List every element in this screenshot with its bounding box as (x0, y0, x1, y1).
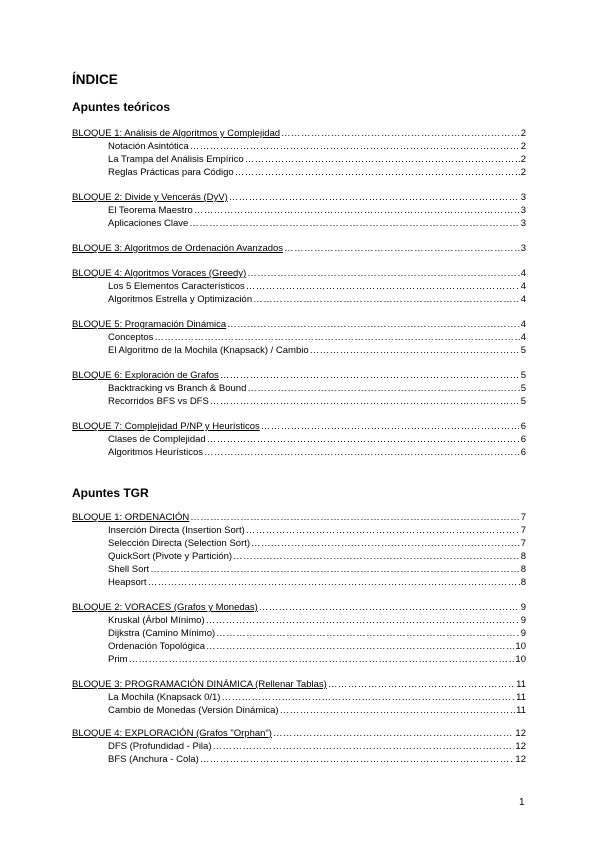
section-heading: Apuntes TGR (72, 486, 149, 500)
toc-block-entry[interactable] (72, 727, 526, 740)
toc-sub-entry-label: DFS (Profundidad - Pila) (108, 741, 212, 752)
toc-sub-entry[interactable] (108, 576, 526, 589)
toc-block-entry-page: 12 (515, 728, 526, 739)
dot-leader (216, 627, 520, 640)
dot-leader (229, 191, 520, 204)
dot-leader (210, 395, 520, 408)
toc-sub-entry-label: Heapsort (108, 577, 147, 588)
toc-block-entry-label: BLOQUE 6: Exploración de Grafos (72, 370, 219, 381)
toc-block-entry[interactable] (72, 242, 526, 255)
dot-leader (233, 550, 520, 563)
toc-block-entry[interactable] (72, 369, 526, 382)
toc-sub-entry-page: 7 (520, 525, 526, 536)
toc-sub-entry[interactable] (108, 293, 526, 306)
toc-sub-entry[interactable] (108, 217, 526, 230)
dot-leader (190, 140, 520, 153)
toc-block-entry[interactable] (72, 678, 526, 691)
dot-leader (204, 446, 520, 459)
toc-block-entry-page: 4 (520, 268, 526, 279)
toc-sub-entry-page: 11 (516, 692, 526, 703)
toc-sub-entry-label: Reglas Prácticas para Código (108, 167, 234, 178)
toc-sub-entry[interactable] (108, 740, 526, 753)
toc-sub-entry[interactable] (108, 627, 526, 640)
toc-sub-entry-page: 12 (515, 754, 526, 765)
toc-sub-entry[interactable] (108, 331, 526, 344)
toc-sub-entry[interactable] (108, 704, 526, 717)
toc-sub-entry[interactable] (108, 550, 526, 563)
dot-leader (154, 331, 519, 344)
toc-sub-entry-page: 8 (520, 577, 526, 588)
toc-sub-entry-page: 12 (515, 741, 526, 752)
toc-block-entry-label: BLOQUE 5: Programación Dinámica (72, 319, 227, 330)
toc-block-entry-label: BLOQUE 1: ORDENACIÓN (72, 512, 190, 523)
toc-block-entry[interactable] (72, 318, 526, 331)
dot-leader (212, 740, 514, 753)
toc-sub-entry-page: 3 (520, 205, 526, 216)
dot-leader (190, 511, 520, 524)
toc-block-entry-label: BLOQUE 1: Análisis de Algoritmos y Complejidad (72, 128, 281, 139)
toc-sub-entry-page: 10 (515, 641, 526, 652)
toc-sub-entry-page: 2 (520, 141, 526, 152)
toc-sub-entry-page: 11 (516, 705, 526, 716)
toc-block-entry-page: 5 (520, 370, 526, 381)
dot-leader (246, 280, 520, 293)
dot-leader (247, 267, 519, 280)
toc-block-entry-page: 9 (520, 602, 526, 613)
toc-block-entry-label: BLOQUE 4: Algoritmos Voraces (Greedy) (72, 268, 247, 279)
dot-leader (194, 204, 520, 217)
dot-leader (148, 576, 520, 589)
toc-sub-entry-label: Prim (108, 654, 128, 665)
toc-sub-entry-label: Shell Sort (108, 564, 150, 575)
toc-block-entry-page: 11 (516, 679, 526, 690)
dot-leader (246, 524, 520, 537)
toc-sub-entry-page: 9 (520, 615, 526, 626)
toc-block-entry-label: BLOQUE 2: Divide y Vencerás (DyV) (72, 192, 228, 203)
toc-block-entry-page: 3 (520, 243, 526, 254)
toc-sub-entry-label: Backtracking vs Branch & Bound (108, 383, 247, 394)
dot-leader (245, 153, 520, 166)
dot-leader (206, 640, 514, 653)
toc-sub-entry-label: Algoritmos Heurísticos (108, 447, 204, 458)
toc-sub-entry-page: 6 (520, 434, 526, 445)
toc-sub-entry-page: 6 (520, 447, 526, 458)
toc-sub-entry[interactable] (108, 653, 526, 666)
toc-block-entry[interactable] (72, 511, 526, 524)
toc-sub-entry[interactable] (108, 280, 526, 293)
dot-leader (247, 382, 519, 395)
toc-sub-entry-page: 2 (520, 154, 526, 165)
index-title: ÍNDICE (72, 72, 118, 87)
toc-sub-entry[interactable] (108, 344, 526, 357)
dot-leader (281, 127, 520, 140)
toc-sub-entry[interactable] (108, 140, 526, 153)
toc-sub-entry[interactable] (108, 563, 526, 576)
toc-sub-entry[interactable] (108, 753, 526, 766)
dot-leader (253, 293, 520, 306)
toc-sub-entry-label: La Mochila (Knapsack 0/1) (108, 692, 221, 703)
dot-leader (310, 344, 520, 357)
section-heading: Apuntes teóricos (72, 100, 171, 114)
dot-leader (227, 318, 520, 331)
dot-leader (328, 678, 515, 691)
toc-sub-entry-page: 10 (515, 654, 526, 665)
toc-sub-entry-label: Algoritmos Estrella y Optimización (108, 294, 253, 305)
toc-sub-entry-label: QuickSort (Pivote y Partición) (108, 551, 233, 562)
toc-sub-entry-label: La Trampa del Análisis Empírico (108, 154, 244, 165)
dot-leader (251, 537, 520, 550)
toc-sub-entry[interactable] (108, 691, 526, 704)
toc-sub-entry-label: Recorridos BFS vs DFS (108, 396, 209, 407)
toc-sub-entry-label: Inserción Directa (Insertion Sort) (108, 525, 245, 536)
toc-sub-entry-label: Cambio de Monedas (Versión Dinámica) (108, 705, 279, 716)
toc-block-entry[interactable] (72, 267, 526, 280)
dot-leader (284, 242, 520, 255)
toc-sub-entry-page: 3 (520, 218, 526, 229)
toc-sub-entry[interactable] (108, 382, 526, 395)
toc-sub-entry-label: El Algoritmo de la Mochila (Knapsack) / Cambio (108, 345, 309, 356)
toc-sub-entry-page: 4 (520, 281, 526, 292)
dot-leader (189, 217, 519, 230)
toc-sub-entry[interactable] (108, 204, 526, 217)
toc-sub-entry-page: 7 (520, 538, 526, 549)
toc-sub-entry-page: 8 (520, 564, 526, 575)
toc-sub-entry-page: 4 (520, 294, 526, 305)
toc-sub-entry-page: 5 (520, 396, 526, 407)
toc-block-entry-label: BLOQUE 3: PROGRAMACIÓN DINÁMICA (Rellenar Tablas) (72, 679, 327, 690)
toc-block-entry-page: 2 (520, 128, 526, 139)
toc-block-entry-label: BLOQUE 7: Complejidad P/NP y Heurísticos (72, 421, 260, 432)
dot-leader (280, 704, 516, 717)
toc-block-entry[interactable] (72, 601, 526, 614)
toc-sub-entry[interactable] (108, 537, 526, 550)
toc-sub-entry-label: Selección Directa (Selection Sort) (108, 538, 251, 549)
toc-sub-entry-label: Notación Asintótica (108, 141, 189, 152)
toc-sub-entry[interactable] (108, 153, 526, 166)
toc-sub-entry-page: 8 (520, 551, 526, 562)
toc-block-entry[interactable] (72, 191, 526, 204)
toc-block-entry-label: BLOQUE 4: EXPLORACIÓN (Grafos "Orphan") (72, 728, 272, 739)
toc-block-entry-label: BLOQUE 2: VORACES (Grafos y Monedas) (72, 602, 258, 613)
dot-leader (261, 420, 520, 433)
dot-leader (207, 433, 520, 446)
dot-leader (235, 166, 520, 179)
dot-leader (220, 369, 520, 382)
toc-sub-entry-label: Aplicaciones Clave (108, 218, 189, 229)
toc-sub-entry-label: Dijkstra (Camino Mínimo) (108, 628, 216, 639)
toc-sub-entry-page: 4 (520, 332, 526, 343)
dot-leader (206, 614, 520, 627)
toc-sub-entry-label: Conceptos (108, 332, 154, 343)
toc-sub-entry[interactable] (108, 524, 526, 537)
toc-block-entry-label: BLOQUE 3: Algoritmos de Ordenación Avanzados (72, 243, 284, 254)
toc-sub-entry-page: 5 (520, 383, 526, 394)
toc-block-entry-page: 7 (520, 512, 526, 523)
toc-sub-entry-label: Ordenación Topológica (108, 641, 206, 652)
toc-sub-entry-label: BFS (Anchura - Cola) (108, 754, 199, 765)
toc-sub-entry-page: 5 (520, 345, 526, 356)
toc-sub-entry-label: Clases de Complejidad (108, 434, 206, 445)
dot-leader (150, 563, 520, 576)
toc-block-entry[interactable] (72, 127, 526, 140)
toc-block-entry-page: 6 (520, 421, 526, 432)
toc-sub-entry[interactable] (108, 433, 526, 446)
toc-block-entry[interactable] (72, 420, 526, 433)
toc-sub-entry[interactable] (108, 640, 526, 653)
toc-sub-entry-label: Los 5 Elementos Característicos (108, 281, 245, 292)
page-number: 1 (519, 797, 525, 808)
toc-sub-entry-label: Kruskal (Árbol Mínimo) (108, 615, 205, 626)
toc-sub-entry[interactable] (108, 614, 526, 627)
dot-leader (221, 691, 515, 704)
toc-sub-entry[interactable] (108, 166, 526, 179)
dot-leader (129, 653, 515, 666)
dot-leader (200, 753, 515, 766)
toc-sub-entry-label: El Teorema Maestro (108, 205, 193, 216)
dot-leader (259, 601, 520, 614)
toc-block-entry-page: 3 (520, 192, 526, 203)
toc-block-entry-page: 4 (520, 319, 526, 330)
toc-sub-entry[interactable] (108, 395, 526, 408)
toc-sub-entry[interactable] (108, 446, 526, 459)
toc-sub-entry-page: 2 (520, 167, 526, 178)
toc-sub-entry-page: 9 (520, 628, 526, 639)
dot-leader (273, 727, 514, 740)
